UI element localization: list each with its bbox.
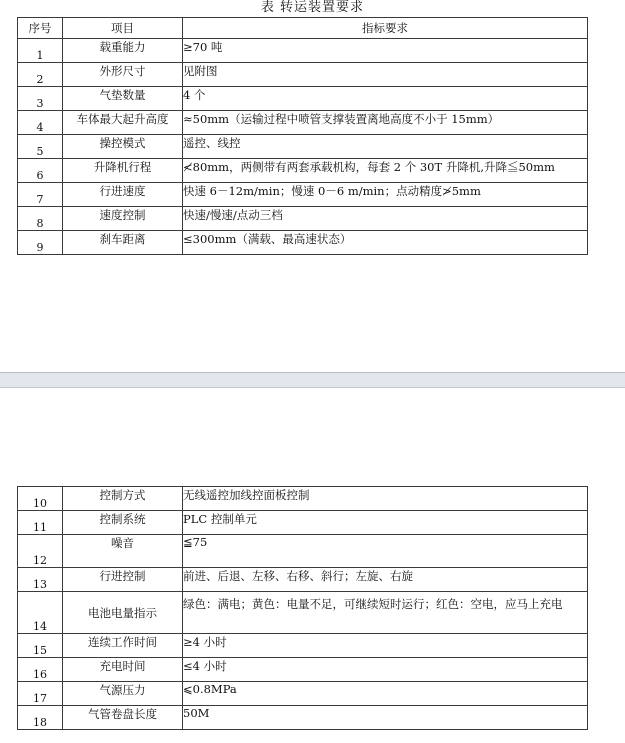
table-row — [18, 592, 588, 634]
row-no: 5 — [18, 135, 63, 159]
row-value: ≥4 小时 — [183, 634, 588, 658]
table-row — [18, 63, 588, 87]
row-value: ≤300mm（满载、最高速状态） — [183, 231, 588, 255]
row-item: 载重能力 — [63, 39, 183, 63]
row-value: ≈50mm（运输过程中喷管支撑装置离地高度不小于 15mm） — [183, 111, 588, 135]
row-value: 50M — [183, 706, 588, 730]
header-value: 指标要求 — [183, 18, 588, 39]
row-value: PLC 控制单元 — [183, 511, 588, 535]
row-value: 快速 6－12m/min；慢速 0－6 m/min；点动精度≯5mm — [183, 183, 588, 207]
row-item: 气源压力 — [63, 682, 183, 706]
header-item: 项目 — [63, 18, 183, 39]
spec-table-page1 — [17, 17, 588, 255]
table-row — [18, 111, 588, 135]
row-no: 7 — [18, 183, 63, 207]
row-no: 10 — [18, 487, 63, 511]
table-row — [18, 568, 588, 592]
row-no: 12 — [18, 535, 63, 568]
table-row — [18, 682, 588, 706]
row-item: 行进控制 — [63, 568, 183, 592]
row-no: 2 — [18, 63, 63, 87]
row-value: 遥控、线控 — [183, 135, 588, 159]
table-row — [18, 39, 588, 63]
row-item: 速度控制 — [63, 207, 183, 231]
row-value: 无线遥控加线控面板控制 — [183, 487, 588, 511]
row-value: 见附图 — [183, 63, 588, 87]
table-header-row — [18, 18, 588, 39]
row-value: 4 个 — [183, 87, 588, 111]
table-row — [18, 207, 588, 231]
row-item: 气管卷盘长度 — [63, 706, 183, 730]
table-row — [18, 511, 588, 535]
row-item: 外形尺寸 — [63, 63, 183, 87]
row-item: 操控模式 — [63, 135, 183, 159]
table-row — [18, 183, 588, 207]
row-item: 充电时间 — [63, 658, 183, 682]
row-item: 刹车距离 — [63, 231, 183, 255]
table-row — [18, 487, 588, 511]
row-no: 16 — [18, 658, 63, 682]
table-row — [18, 231, 588, 255]
page-break-separator — [0, 372, 625, 388]
row-no: 15 — [18, 634, 63, 658]
row-item: 车体最大起升高度 — [63, 111, 183, 135]
row-no: 8 — [18, 207, 63, 231]
header-no: 序号 — [18, 18, 63, 39]
row-item: 气垫数量 — [63, 87, 183, 111]
table-row — [18, 658, 588, 682]
row-no: 1 — [18, 39, 63, 63]
row-value: 前进、后退、左移、右移、斜行；左旋、右旋 — [183, 568, 588, 592]
row-item: 连续工作时间 — [63, 634, 183, 658]
table-row — [18, 159, 588, 183]
row-item: 电池电量指示 — [63, 592, 183, 634]
row-no: 14 — [18, 592, 63, 634]
row-value: ⩽0.8MPa — [183, 682, 588, 706]
row-item: 控制系统 — [63, 511, 183, 535]
row-item: 行进速度 — [63, 183, 183, 207]
row-value: 快速/慢速/点动三档 — [183, 207, 588, 231]
row-item: 噪音 — [63, 535, 183, 568]
row-no: 11 — [18, 511, 63, 535]
row-value: 绿色：满电；黄色：电量不足，可继续短时运行；红色：空电，应马上充电 — [183, 592, 588, 634]
row-no: 9 — [18, 231, 63, 255]
row-no: 6 — [18, 159, 63, 183]
row-value: ≦75 — [183, 535, 588, 568]
row-value: ≥70 吨 — [183, 39, 588, 63]
row-value: ≤4 小时 — [183, 658, 588, 682]
table-row — [18, 706, 588, 730]
row-item: 升降机行程 — [63, 159, 183, 183]
table-title: 表 转运装置要求 — [260, 0, 365, 15]
table-row — [18, 634, 588, 658]
table-row — [18, 87, 588, 111]
spec-table-page2 — [17, 486, 588, 730]
row-no: 3 — [18, 87, 63, 111]
row-no: 17 — [18, 682, 63, 706]
table-row — [18, 535, 588, 568]
row-no: 18 — [18, 706, 63, 730]
row-item: 控制方式 — [63, 487, 183, 511]
row-no: 4 — [18, 111, 63, 135]
table-row — [18, 135, 588, 159]
row-no: 13 — [18, 568, 63, 592]
row-value: ≮80mm，两侧带有两套承载机构，每套 2 个 30T 升降机,升降≦50mm — [183, 159, 588, 183]
